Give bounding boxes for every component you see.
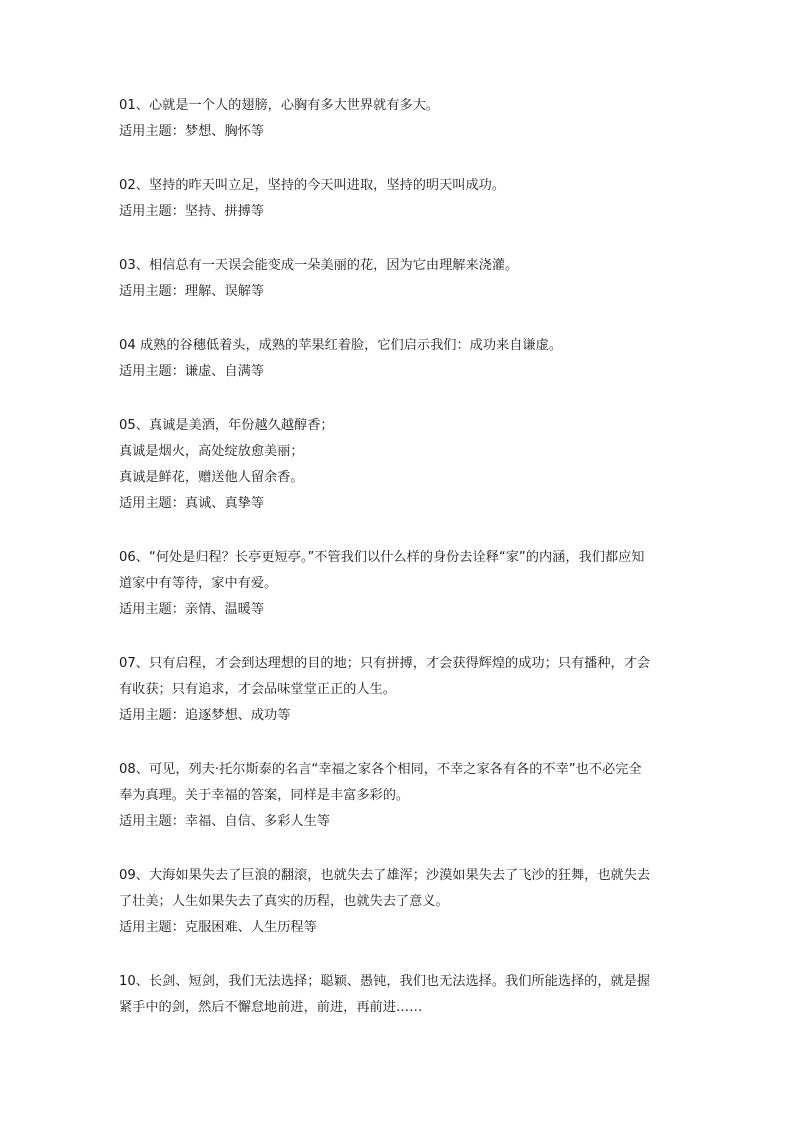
- entry-07: [119, 651, 679, 729]
- entry-06: [119, 545, 679, 623]
- entry-theme: 适用主题：克服困难、人生历程等: [119, 920, 317, 935]
- entry-text-line: 08、可见，列夫·托尔斯泰的名言“幸福之家各个相同，不幸之家各有各的不幸”也不必完全: [119, 762, 642, 777]
- entry-text-line: 了壮美；人生如果失去了真实的历程，也就失去了意义。: [119, 894, 449, 909]
- entry-theme: 适用主题：坚持、拼搏等: [119, 204, 265, 219]
- entry-text-line: 05、真诚是美酒，年份越久越醇香；: [119, 418, 334, 433]
- document-page: [119, 93, 679, 1049]
- entry-text-line: 紧手中的剑，然后不懈怠地前进，前进，再前进……: [119, 1000, 423, 1015]
- entry-text-line: 04 成熟的谷穗低着头，成熟的苹果红着脸，它们启示我们：成功来自谦虚。: [119, 338, 562, 353]
- entry-text-line: 07、只有启程，才会到达理想的目的地；只有拼搏，才会获得辉煌的成功；只有播种，才会: [119, 656, 651, 671]
- entry-theme: 适用主题：梦想、胸怀等: [119, 124, 265, 139]
- entry-text-line: 奉为真理。关于幸福的答案，同样是丰富多彩的。: [119, 788, 410, 803]
- entry-09: [119, 863, 679, 941]
- entry-text-line: 道家中有等待，家中有爱。: [119, 576, 278, 591]
- entry-04: [119, 333, 679, 385]
- entry-theme: 适用主题：理解、误解等: [119, 284, 265, 299]
- entry-text-line: 真诚是烟火，高处绽放愈美丽；: [119, 444, 304, 459]
- entry-text-line: 02、坚持的昨天叫立足，坚持的今天叫进取，坚持的明天叫成功。: [119, 178, 506, 193]
- entry-theme: 适用主题：亲情、温暖等: [119, 602, 265, 617]
- entry-text-line: 03、相信总有一天误会能变成一朵美丽的花，因为它由理解来浇灌。: [119, 258, 519, 273]
- entry-text-line: 01、心就是一个人的翅膀，心胸有多大世界就有多大。: [119, 98, 440, 113]
- entry-01: [119, 93, 679, 145]
- entry-08: [119, 757, 679, 835]
- entry-10: [119, 969, 679, 1021]
- entry-theme: 适用主题：真诚、真挚等: [119, 496, 265, 511]
- entry-02: [119, 173, 679, 225]
- entry-text-line: 09、大海如果失去了巨浪的翻滚，也就失去了雄浑；沙漠如果失去了飞沙的狂舞，也就失去: [119, 868, 651, 883]
- entry-03: [119, 253, 679, 305]
- entry-text-line: 06、“何处是归程？长亭更短亭。”不管我们以什么样的身份去诠释“家”的内涵，我们都应知: [119, 550, 645, 565]
- entry-theme: 适用主题：幸福、自信、多彩人生等: [119, 814, 330, 829]
- entry-text-line: 真诚是鲜花，赠送他人留余香。: [119, 470, 304, 485]
- entry-05: [119, 413, 679, 517]
- entry-theme: 适用主题：谦虚、自满等: [119, 364, 265, 379]
- entry-text-line: 有收获；只有追求，才会品味堂堂正正的人生。: [119, 682, 396, 697]
- entry-theme: 适用主题：追逐梦想、成功等: [119, 708, 291, 723]
- entry-text-line: 10、长剑、短剑，我们无法选择；聪颖、愚钝，我们也无法选择。我们所能选择的，就是握: [119, 974, 651, 989]
